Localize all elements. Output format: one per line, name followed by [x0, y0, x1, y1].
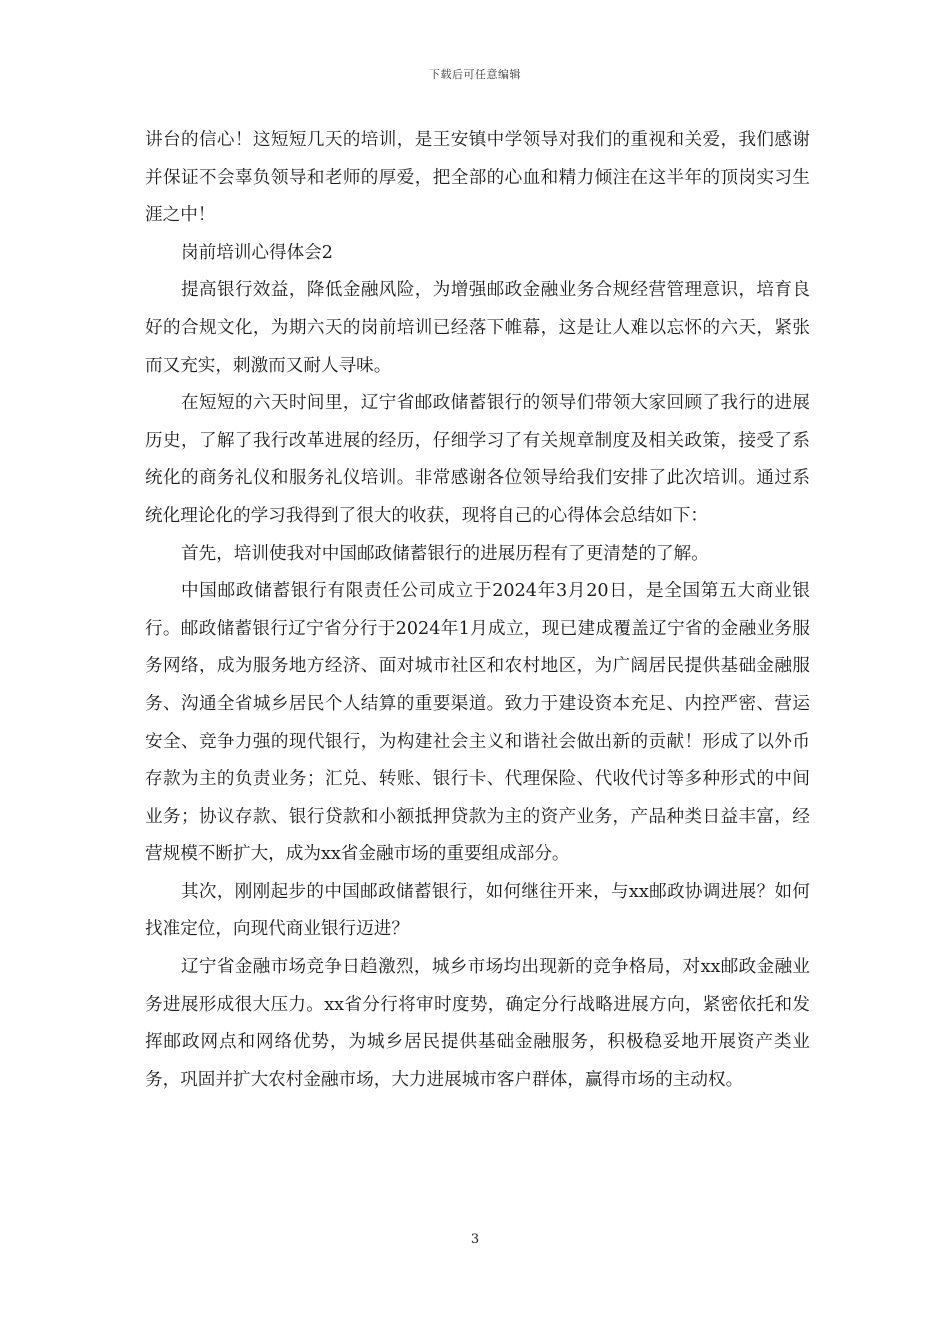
page-header-note: 下载后可任意编辑	[429, 68, 521, 81]
page-number: 3	[470, 1232, 480, 1247]
document-body	[145, 122, 810, 1099]
paragraph-6: 中国邮政储蓄银行有限责任公司成立于2024年3月20日，是全国第五大商业银行。邮政储蓄银行辽宁省分行于2024年1月成立，现已建成覆盖辽宁省的金融业务服务网络，成为服务地方经济、面对城市社区和农村地区，为广阔居民提供基础金融服务、沟通全省城乡居民个人结算的重要渠道。致力于建设资本充足、内控严密、营运安全、竞争力强的现代银行，为构建社会主义和谐社会做出新的贡献！形成了以外币存款为主的负责业务；汇兑、转账、银行卡、代理保险、代收代讨等多种形式的中间业务；协议存款、银行贷款和小额抵押贷款为主的资产业务，产品种类日益丰富，经营规模不断扩大，成为xx省金融市场的重要组成部分。	[145, 581, 810, 865]
paragraph-7: 其次，刚刚起步的中国邮政储蓄银行，如何继往开来，与xx邮政协调进展？如何找准定位，向现代商业银行迈进？	[145, 881, 810, 940]
paragraph-1: 讲台的信心！这短短几天的培训，是王安镇中学领导对我们的重视和关爱，我们感谢并保证不会辜负领导和老师的厚爱，把全部的心血和精力倾注在这半年的顶岗实习生涯之中！	[145, 130, 810, 226]
section-heading: 岗前培训心得体会2	[181, 242, 333, 263]
paragraph-4: 在短短的六天时间里，辽宁省邮政储蓄银行的领导们带领大家回顾了我行的进展历史，了解了我行改革进展的经历，仔细学习了有关规章制度及相关政策，接受了系统化的商务礼仪和服务礼仪培训。非常感谢各位领导给我们安排了此次培训。通过系统化理论化的学习我得到了很大的收获，现将自己的心得体会总结如下：	[145, 393, 810, 526]
paragraph-8: 辽宁省金融市场竞争日趋激烈，城乡市场均出现新的竞争格局，对xx邮政金融业务进展形成很大压力。xx省分行将审时度势，确定分行战略进展方向，紧密依托和发挥邮政网点和网络优势，为城乡居民提供基础金融服务，积极稳妥地开展资产类业务，巩固并扩大农村金融市场，大力进展城市客户群体，赢得市场的主动权。	[145, 957, 810, 1090]
paragraph-3: 提高银行效益，降低金融风险，为增强邮政金融业务合规经营管理意识，培育良好的合规文化，为期六天的岗前培训已经落下帷幕，这是让人难以忘怀的六天，紧张而又充实，刺激而又耐人寻味。	[145, 280, 810, 376]
paragraph-5: 首先，培训使我对中国邮政储蓄银行的进展历程有了更清楚的了解。	[181, 543, 709, 564]
